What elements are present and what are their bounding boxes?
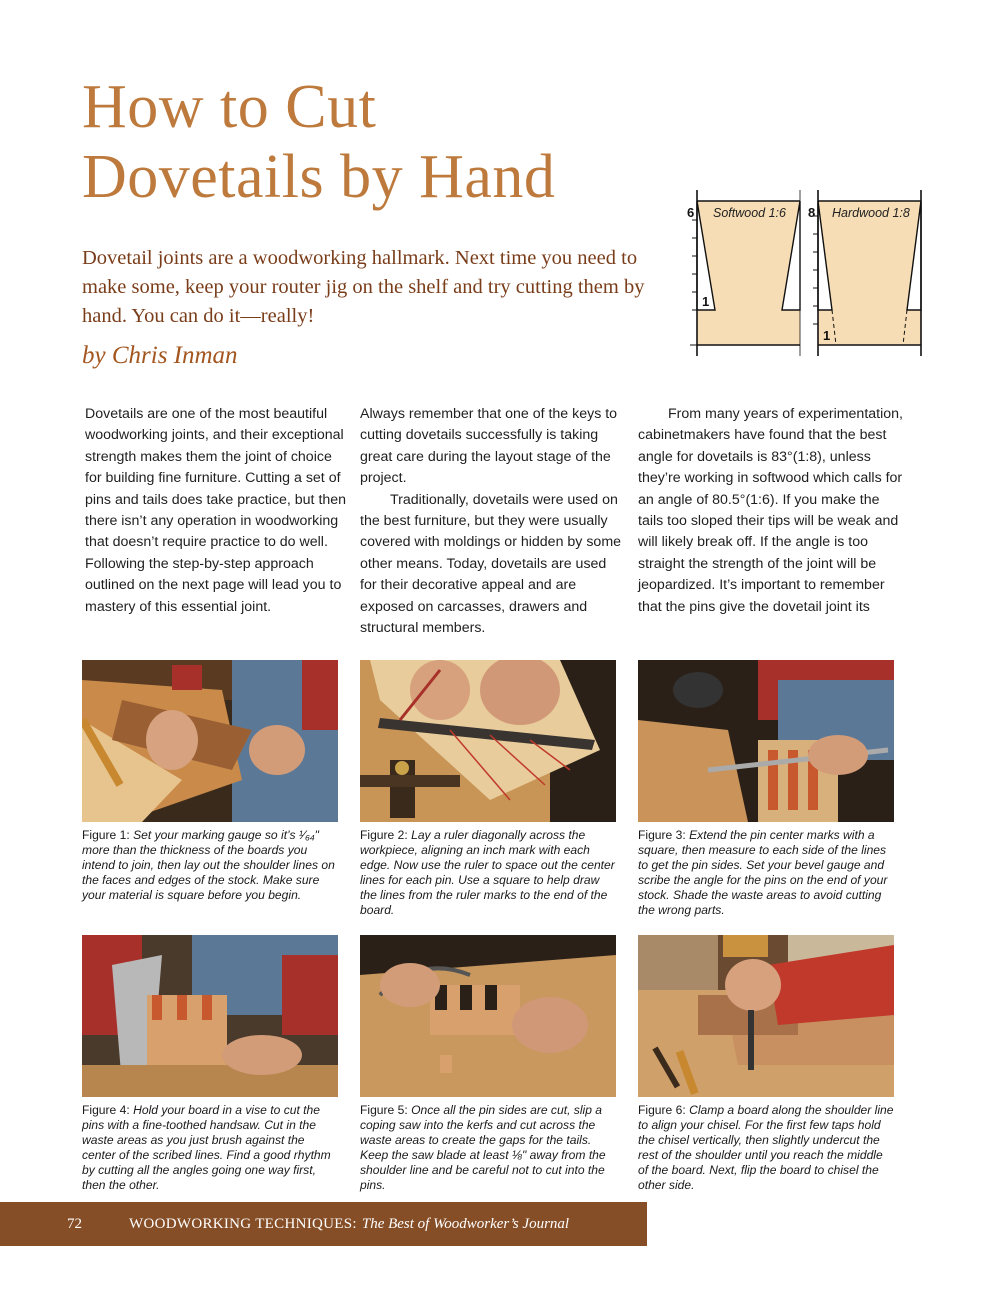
ruler-layout-photo [360,660,616,822]
title-line-1: How to Cut [82,73,377,141]
article-title [82,72,555,212]
body-paragraph: Always remember that one of the keys to cutting dovetails successfully is taking great care during the layout stage of the project. [360,406,618,487]
body-column-3 [638,404,908,618]
svg-text:8: 8 [808,205,816,220]
figure-label: Figure 5: [360,1103,408,1117]
figure-2 [360,660,618,918]
caption-text: Set your marking gauge so it’s ¹⁄₆₄" more than the thickness of the boards you intend to join, then lay out the shoulder lines on the faces and edges of the stock. Make sure your material is square before you begin. [82,828,335,902]
title-line-2: Dovetails by Hand [82,143,556,211]
caption-text: Extend the pin center marks with a square, then measure to each side of the lines to get the pin sides. Set your bevel gauge and scribe the angle for the pins on the end of your stock. Shade the waste areas to avoid cutting the wrong parts. [638,828,888,917]
svg-text:6: 6 [687,205,695,220]
caption-text: Clamp a board along the shoulder line to align your chisel. For the first few taps hold the chisel vertically, then slightly undercut the rest of the shoulder until you reach the middle of the board. Next, flip the board to chisel the other side. [638,1103,894,1192]
body-paragraph: Traditionally, dovetails were used on the best furniture, but they were usually covered with moldings or hidden by some other means. Today, dovetails are used for their decorative appeal and are exposed on carcasses, drawers and structural members. [360,491,622,637]
figure-5 [360,935,618,1193]
figure-label: Figure 3: [638,828,686,842]
figure-3 [638,660,896,918]
body-paragraph: From many years of experimentation, cabinetmakers have found that the best angle for dovetails is 83°(1:8), unless they’re working in softwood which calls for an angle of 80.5°(1:6). If you make the tails too sloped their tips will be weak and will likely break off. If the angle is too straight the strength of the joint will be jeopardized. It’s important to remember that the pins give the dovetail joint its [638,406,903,615]
svg-text:1: 1 [823,328,831,343]
figure-caption [360,1103,618,1193]
figure-caption [638,1103,896,1193]
handsaw-photo [82,935,338,1097]
publication-subtitle: The Best of Woodworker’s Journal [361,1215,570,1232]
hardwood-panel [808,190,921,356]
figure-1 [82,660,340,903]
figure-6 [638,935,896,1193]
body-paragraph: Dovetails are one of the most beautiful woodworking joints, and their exceptional strength makes them the joint of choice for building fine furniture. Cutting a set of pins and tails does take practice, but then there isn’t any operation in woodworking that doesn’t require practice to do well. Following the step-by-step approach outlined on the next page will lead you to mastery of this essential joint. [85,406,347,615]
byline: by Chris Inman [82,342,238,369]
figure-4 [82,935,340,1193]
figure-label: Figure 6: [638,1103,686,1117]
coping-saw-photo [360,935,616,1097]
figure-caption [82,1103,340,1193]
figure-caption [638,828,896,918]
page-footer [0,1202,647,1246]
caption-text: Once all the pin sides are cut, slip a coping saw into the kerfs and cut across the waste areas to create the gaps for the tails. Keep the saw blade at least ⅛" away from the shoulder line and be careful not to cut into the pins. [360,1103,606,1192]
svg-text:Hardwood 1:8: Hardwood 1:8 [832,206,910,220]
body-column-2 [360,404,622,639]
chisel-photo [638,935,894,1097]
softwood-panel [687,190,800,356]
dovetail-ratio-diagram [680,190,940,360]
caption-text: Lay a ruler diagonally across the workpiece, aligning an inch mark with each edge. Now use the ruler to space out the center lines for each pin. Use a square to help draw the lines from the ruler marks to the end of the board. [360,828,615,917]
svg-text:1: 1 [702,294,710,309]
figure-caption [360,828,618,918]
body-column-1 [85,404,347,618]
figure-label: Figure 1: [82,828,130,842]
page-number: 72 [67,1215,82,1232]
publication-title: WOODWORKING TECHNIQUES: [129,1215,357,1232]
svg-text:Softwood 1:6: Softwood 1:6 [713,206,786,220]
figure-label: Figure 4: [82,1103,130,1117]
caption-text: Hold your board in a vise to cut the pins with a fine-toothed handsaw. Cut in the waste areas as you just brush against the center of the scribed lines. Find a good rhythm by cutting all the angles going one way first, then the other. [82,1103,331,1192]
marking-gauge-photo [82,660,338,822]
figure-label: Figure 2: [360,828,408,842]
bevel-gauge-photo [638,660,894,822]
article-dek: Dovetail joints are a woodworking hallmark. Next time you need to make some, keep your router jig on the shelf and try cutting them by hand. You can do it—really! [82,247,645,327]
figure-caption [82,828,340,903]
